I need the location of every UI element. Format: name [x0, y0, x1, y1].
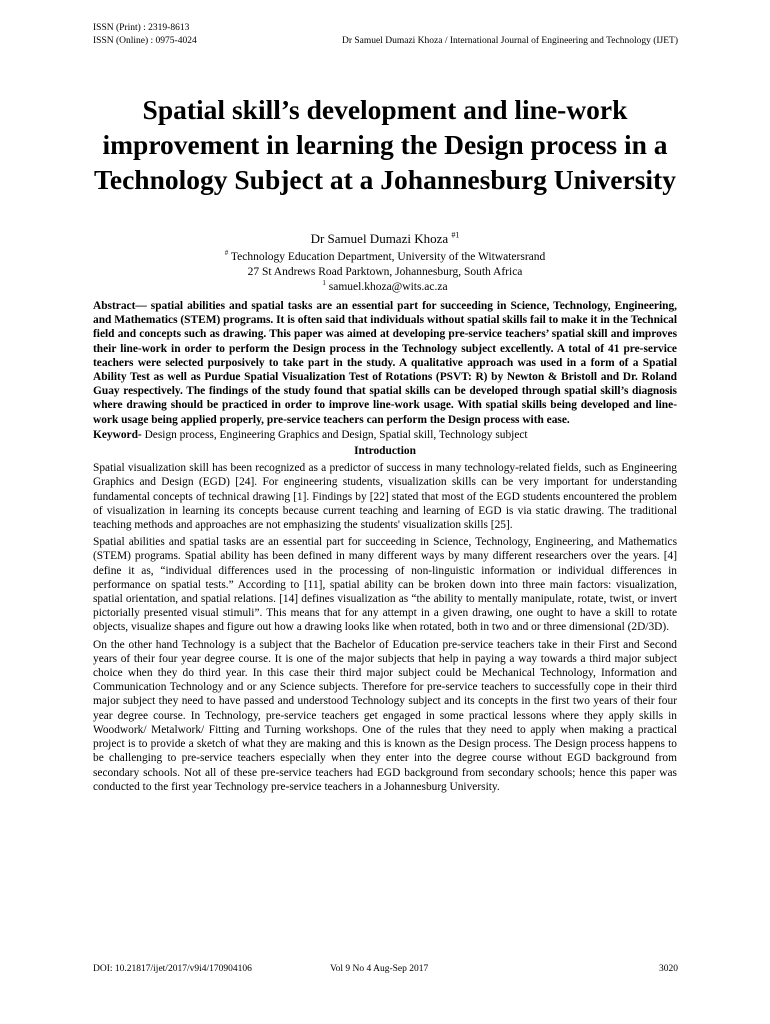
keywords: [93, 428, 677, 442]
intro-paragraph-1: Spatial visualization skill has been recognized as a predictor of success in many technology-related fields, such as Engineering Graphics and Design (EGD) [24]. For engineering students, visualization skills can be very important for understanding fundamental concepts of technical drawing [1]. Findings by [22] stated that most of the EGD students encountered the problem of visualization in learning its concepts because current teaching and learning of EGD is via static drawing. The traditional teaching methods and approaches are not emphasizing the students' visualization skills [25].: [93, 462, 677, 532]
affiliation-address: 27 St Andrews Road Parktown, Johannesburg, South Africa: [247, 266, 523, 278]
intro-paragraph-3: On the other hand Technology is a subject that the Bachelor of Education pre-service teachers take in their First and Second years of their four year degree course. It is one of the major subjects that help in paying a way towards a third major subject choice when they do third year. In this case their third major subject could be Mechanical Technology, Information and Communication Technology and or any Science subjects. Therefore for pre-service teachers to successfully cope in their third major subject they need to have passed and understood Technology subject and its concepts in the first two years of their four year degree course. In Technology, pre-service teachers get engaged in some practical lessons where they apply skills in Woodwork/ Metalwork/ Fitting and Turning workshops. One of the rules that they need to apply when making a practical project is to provide a sketch of what they are making and this is known as the Design process. The Design process happens to be challenging to pre-service teachers especially when they enter into the degree course without EGD background from secondary schools. Not all of these pre-service teachers had EGD background from secondary schools; hence this paper was conducted to the first year Technology pre-service teachers in a Johannesburg University.: [93, 638, 677, 793]
author-email: samuel.khoza@wits.ac.za: [328, 281, 448, 293]
issn-online: ISSN (Online) : 0975-4024: [93, 36, 197, 46]
issn-print: ISSN (Print) : 2319-8613: [93, 23, 190, 33]
issn-block: [93, 22, 197, 48]
keywords-label: Keyword-: [93, 428, 142, 441]
intro-paragraph-2: Spatial abilities and spatial tasks are an essential part for succeeding in Science, Technology, Engineering, and Mathematics (STEM) programs. Spatial ability has been defined in many different ways by many different researchers over the years. [4] define it as, “individual differences used in the processing of non-linguistic information or individual differences in performance on spatial tests.” According to [11], spatial ability can be broken down into three main factors: visualization, spatial orientation, and spatial relations. [14] defines visualization as “the ability to mentally manipulate, rotate, twist, or invert pictorially presented visual stimuli”. This means that for any attempt in a given drawing, one ought to have a skill to rotate objects, visualize shapes and figure out how a drawing looks like when rotated, both in two and or three dimensional (2D/3D).: [93, 536, 677, 634]
affiliation-department-line: [0, 250, 770, 265]
journal-running-head: Dr Samuel Dumazi Khoza / International Journal of Engineering and Technology (IJET): [341, 36, 678, 46]
paper-body: [93, 299, 677, 797]
author-line: [0, 230, 770, 247]
affiliation-email-line: [0, 280, 770, 295]
section-heading-introduction: Introduction: [354, 445, 416, 458]
affiliation-block: [0, 250, 770, 295]
author-mark: #1: [451, 230, 460, 240]
footer-page-number: 3020: [659, 964, 678, 974]
affiliation-mark: #: [224, 249, 229, 258]
affiliation-department: Technology Education Department, University of the Witwatersrand: [230, 251, 546, 263]
author-name: Dr Samuel Dumazi Khoza: [310, 231, 449, 246]
abstract: Abstract— spatial abilities and spatial tasks are an essential part for succeeding in Science, Technology, Engineering, and Mathematics (STEM) programs. It is often said that individuals without spatial skills fail to make it in the Technical field and concepts such as drawing. This paper was aimed at developing pre-service teachers’ spatial skill and improves their line-work in order to perform the Design process in the Technology subject excellently. A total of 41 pre-service teachers were selected purposively to take part in the study. A qualitative approach was used in a form of a Spatial Ability Test as well as Purdue Spatial Visualization Test of Rotations (PSVT: R) by Newton & Bristoll and Dr. Roland Guay respectively. The findings of the study found that spatial skills can be developed through spatial skill’s diagnosis where drawing should be practiced in order to improve line-work usage. With spatial skills being developed and line-work usage being applied properly, pre-service teachers can perform the Design process with ease.: [93, 300, 677, 426]
paper-title: Spatial skill’s development and line-work improvement in learning the Design process in a Technology Subject at a Johannesburg University: [94, 94, 676, 195]
keywords-text: Design process, Engineering Graphics and Design, Spatial skill, Technology subject: [141, 428, 528, 441]
footer-doi: DOI: 10.21817/ijet/2017/v9i4/170904106: [93, 964, 252, 974]
footer-volume: Vol 9 No 4 Aug-Sep 2017: [330, 964, 429, 974]
email-mark: 1: [322, 279, 326, 288]
